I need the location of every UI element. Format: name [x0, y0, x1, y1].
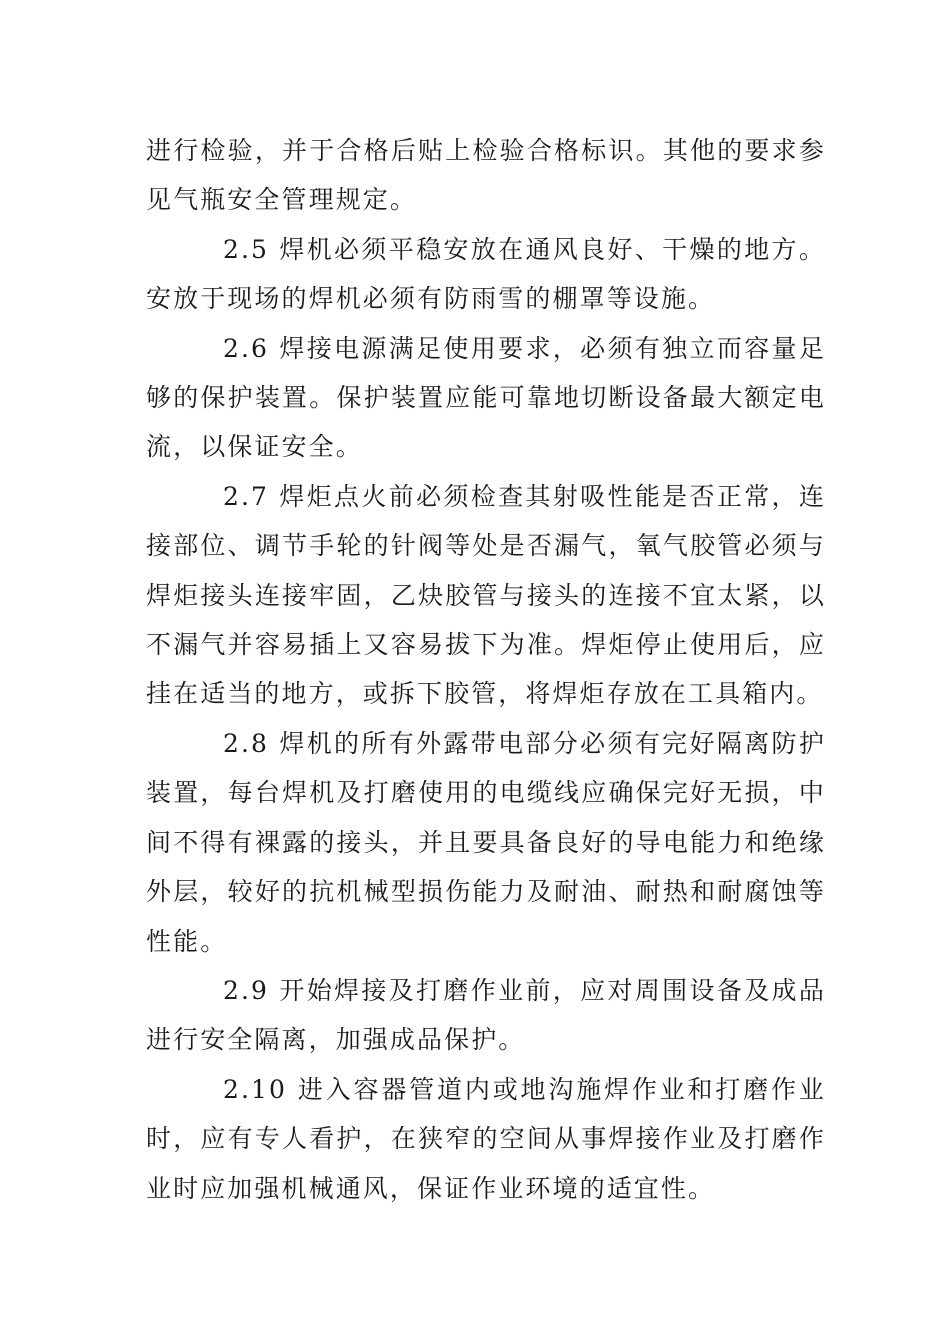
paragraph-2-5: 2.5 焊机必须平稳安放在通风良好、干燥的地方。安放于现场的焊机必须有防雨雪的棚罩等设施。: [146, 234, 826, 314]
paragraph-2-9: 2.9 开始焊接及打磨作业前，应对周围设备及成品进行安全隔离，加强成品保护。: [146, 975, 826, 1055]
paragraph-2-8: 2.8 焊机的所有外露带电部分必须有完好隔离防护装置，每台焊机及打磨使用的电缆线应确保完好无损，中间不得有裸露的接头，并且要具备良好的导电能力和绝缘外层，较好的抗机械型损伤能力及耐油、耐热和耐腐蚀等性能。: [146, 728, 826, 956]
paragraph-2-7: 2.7 焊炬点火前必须检查其射吸性能是否正常，连接部位、调节手轮的针阀等处是否漏气，氧气胶管必须与焊炬接头连接牢固，乙炔胶管与接头的连接不宜太紧，以不漏气并容易插上又容易拔下为准。焊炬停止使用后，应挂在适当的地方，或拆下胶管，将焊炬存放在工具箱内。: [146, 481, 826, 709]
paragraph-continuation: 进行检验，并于合格后贴上检验合格标识。其他的要求参见气瓶安全管理规定。: [146, 136, 826, 215]
paragraph-2-6: 2.6 焊接电源满足使用要求，必须有独立而容量足够的保护装置。保护装置应能可靠地切断设备最大额定电流，以保证安全。: [146, 333, 826, 462]
document-body: [146, 126, 826, 1213]
paragraph-2-10: 2.10 进入容器管道内或地沟施焊作业和打磨作业时，应有专人看护，在狭窄的空间从事焊接作业及打磨作业时应加强机械通风，保证作业环境的适宜性。: [146, 1074, 826, 1203]
